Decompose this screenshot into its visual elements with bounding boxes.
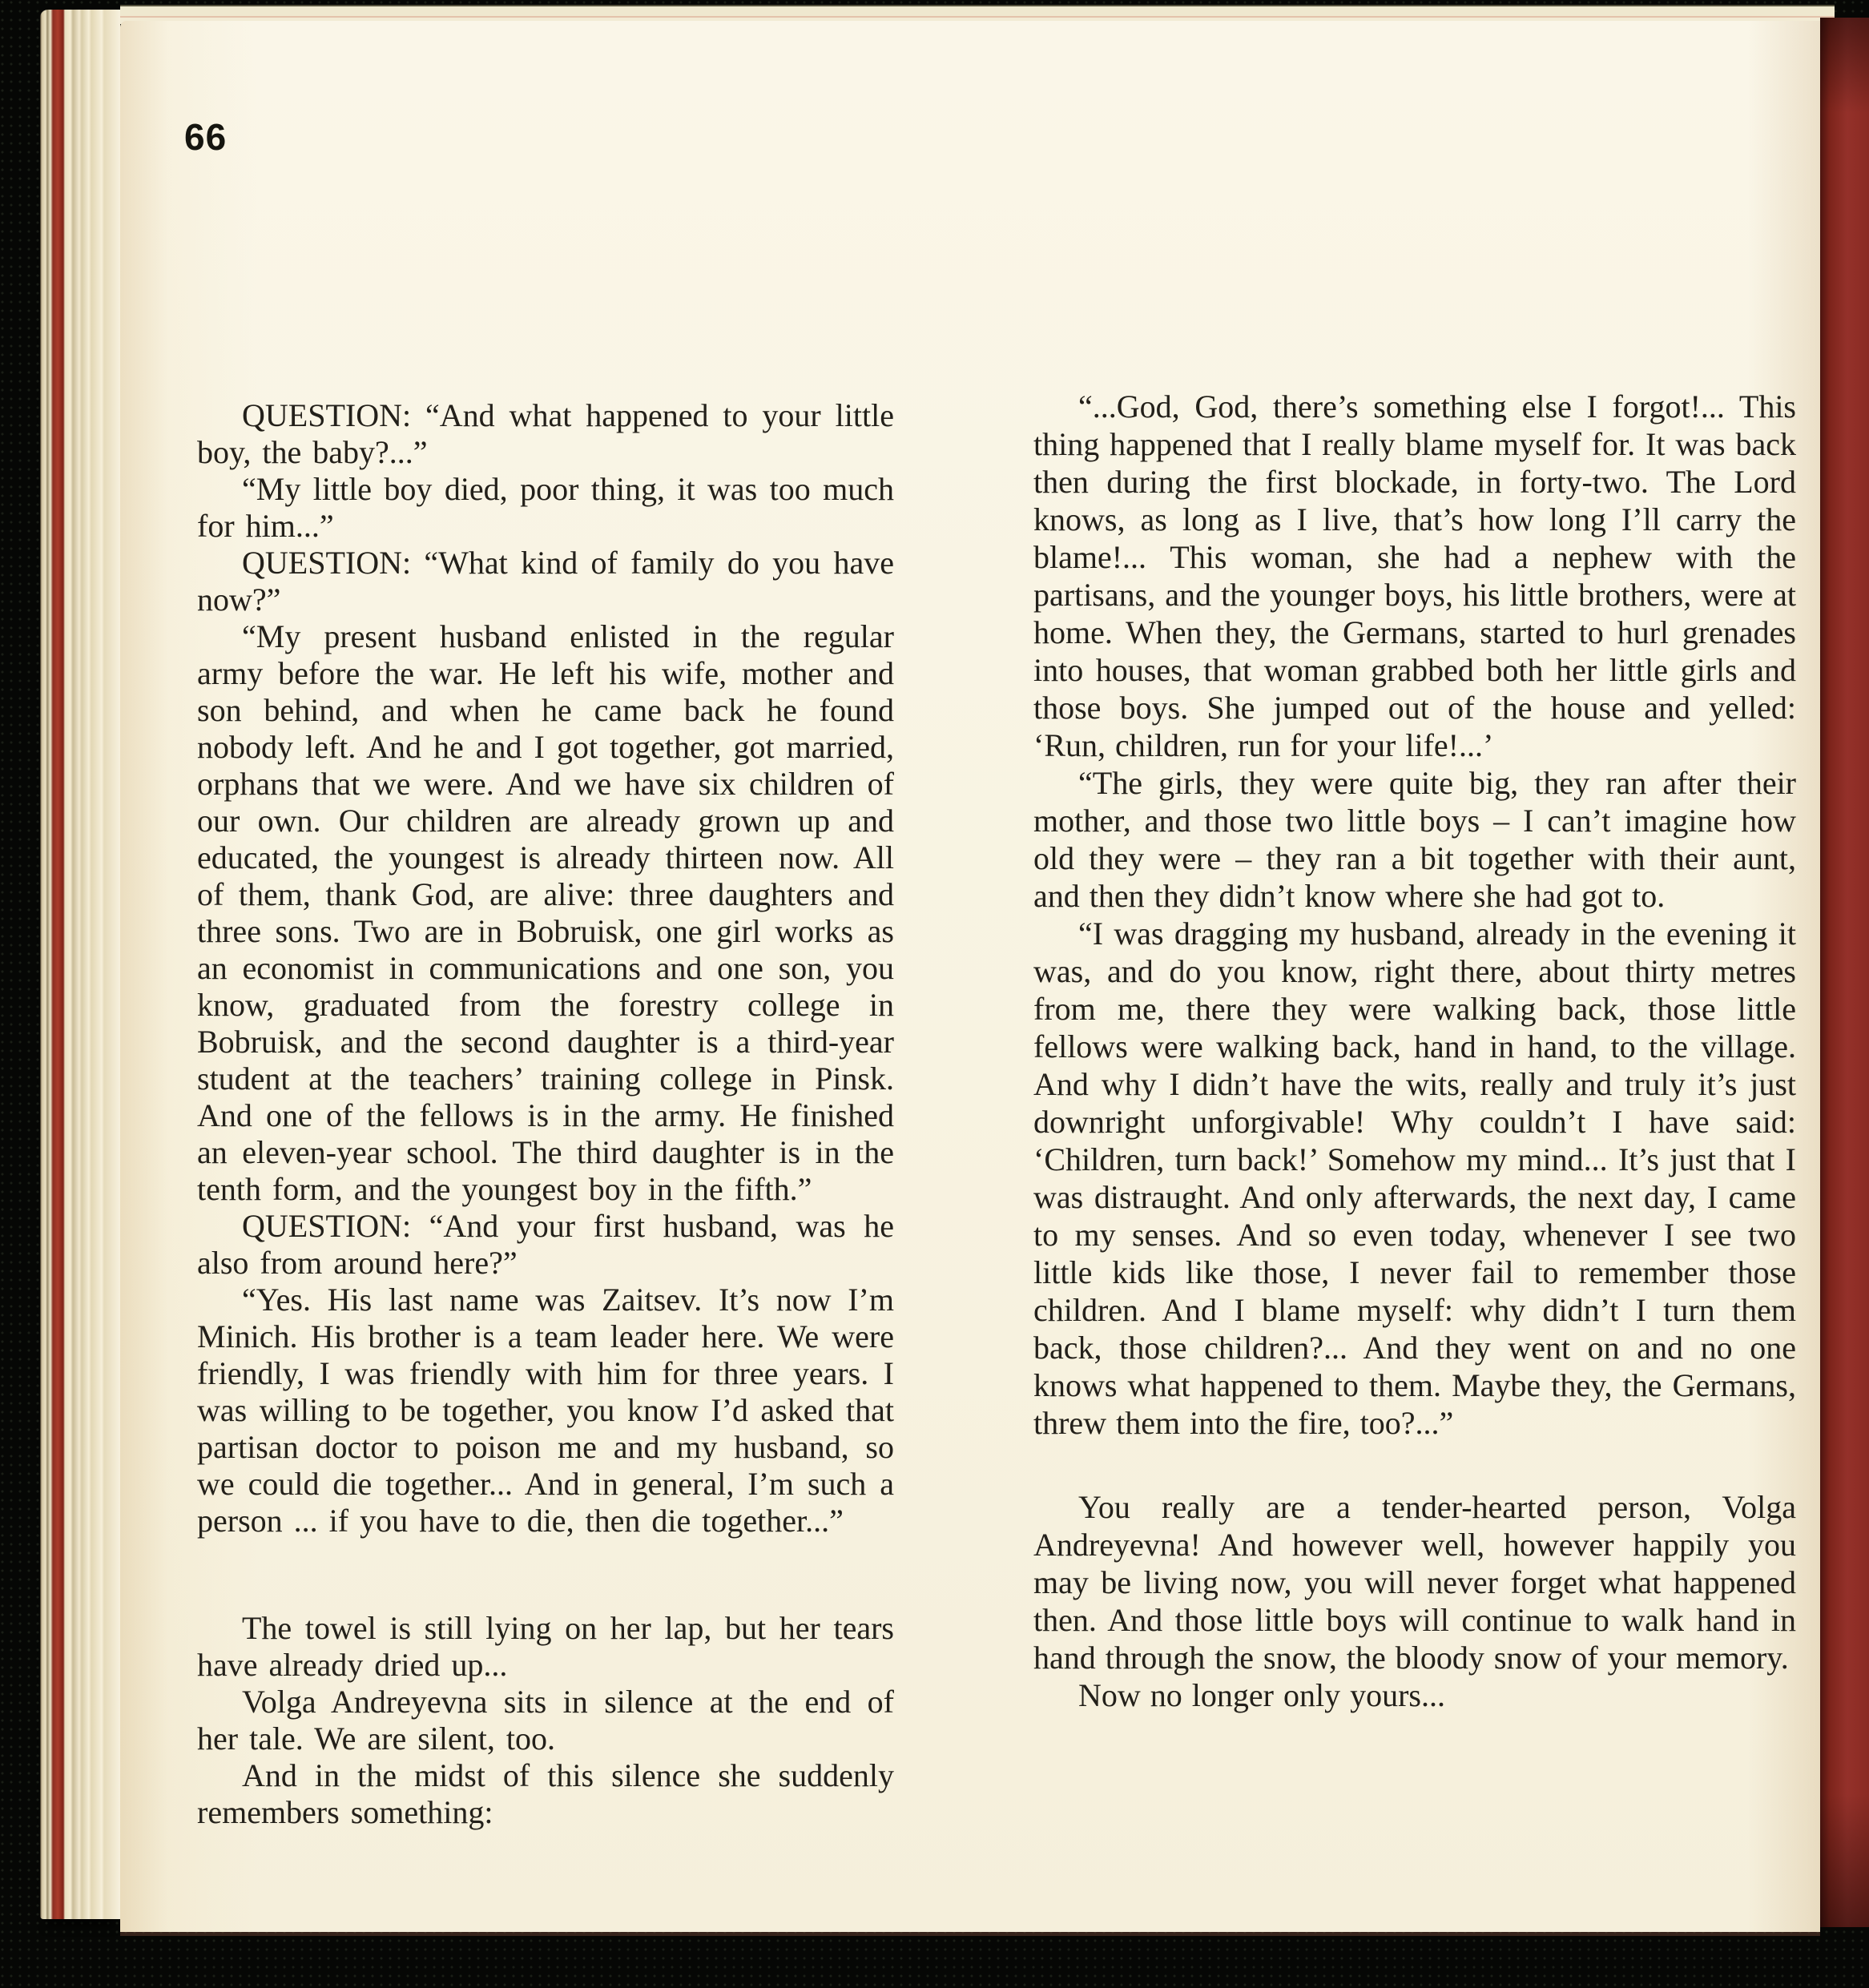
- left-text-column: [197, 397, 894, 1831]
- paragraph: “I was dragging my husband, already in the evening it was, and do you know, right there, about thirty metres from me, there they were walking back, those little fellows were walking back, hand in hand, to the village. And why I didn’t have the wits, really and truly it’s just downright unforgivable! Why couldn’t I have said: ‘Children, turn back!’ Somehow my mind... It’s just that I was distraught. And only afterwards, the next day, I came to my senses. And so even today, whenever I see two little kids like those, I never fail to remember those children. And I blame myself: why didn’t I turn them back, those children?... And they went on and no one knows what happened to them. Maybe they, the Germans, threw them into the fire, too?...”: [1033, 916, 1796, 1441]
- paragraph: QUESTION: “And your first husband, was he also from around here?”: [197, 1208, 894, 1281]
- book-page: [120, 21, 1820, 1932]
- paragraph: The towel is still lying on her lap, but her tears have already dried up...: [197, 1610, 894, 1683]
- paragraph: Volga Andreyevna sits in silence at the end of her tale. We are silent, too.: [197, 1684, 894, 1757]
- paragraph: You really are a tender-hearted person, Volga Andreyevna! And however well, however happily you may be living now, you will never forget what happened then. And those little boys will continue to walk hand in hand through the snow, the bloody snow of your memory.: [1033, 1489, 1796, 1676]
- paragraph: QUESTION: “What kind of family do you have now?”: [197, 545, 894, 618]
- page-number: 66: [184, 116, 228, 158]
- paragraph: “Yes. His last name was Zaitsev. It’s now I’m Minich. His brother is a team leader here. We were friendly, I was friendly with him for three years. I was willing to be together, you know I’d asked that partisan doctor to poison me and my husband, so we could die together... And in general, I’m such a person ... if you have to die, then die together...”: [197, 1282, 894, 1539]
- paragraph: And in the midst of this silence she suddenly remembers something:: [197, 1757, 894, 1830]
- right-text-column: [1033, 388, 1796, 1714]
- paragraph: “My little boy died, poor thing, it was too much for him...”: [197, 471, 894, 544]
- paragraph: “The girls, they were quite big, they ran after their mother, and those two little boys – I can’t imagine how old they were – they ran a bit together with their aunt, and then they didn’t know where she had got to.: [1033, 765, 1796, 914]
- paragraph: “My present husband enlisted in the regular army before the war. He left his wife, mother and son behind, and when he came back he found nobody left. And he and I got together, got married, orphans that we were. And we have six children of our own. Our children are already grown up and educated, the youngest is already thirteen now. All of them, thank God, are alive: three daughters and three sons. Two are in Bobruisk, one girl works as an economist in communications and one son, you know, graduated from the forestry college in Bobruisk, and the second daughter is a third-year student at the teachers’ training college in Pinsk. And one of the fellows is in the army. He finished an eleven-year school. The third daughter is in the tenth form, and the youngest boy in the fifth.”: [197, 618, 894, 1207]
- paragraph: QUESTION: “And what happened to your little boy, the baby?...”: [197, 397, 894, 470]
- paragraph: “...God, God, there’s something else I forgot!... This thing happened that I really blame myself for. It was back then during the first blockade, in forty-two. The Lord knows, as long as I live, that’s how long I’ll carry the blame!... This woman, she had a nephew with the partisans, and the younger boys, his little brothers, were at home. When they, the Germans, started to hurl grenades into houses, that woman grabbed both her little girls and those boys. She jumped out of the house and yelled: ‘Run, children, run for your life!...’: [1033, 388, 1796, 763]
- page-stack-edges: [40, 10, 120, 1919]
- facing-cover-red-band: [1820, 18, 1869, 1927]
- paragraph: Now no longer only yours...: [1078, 1677, 1445, 1713]
